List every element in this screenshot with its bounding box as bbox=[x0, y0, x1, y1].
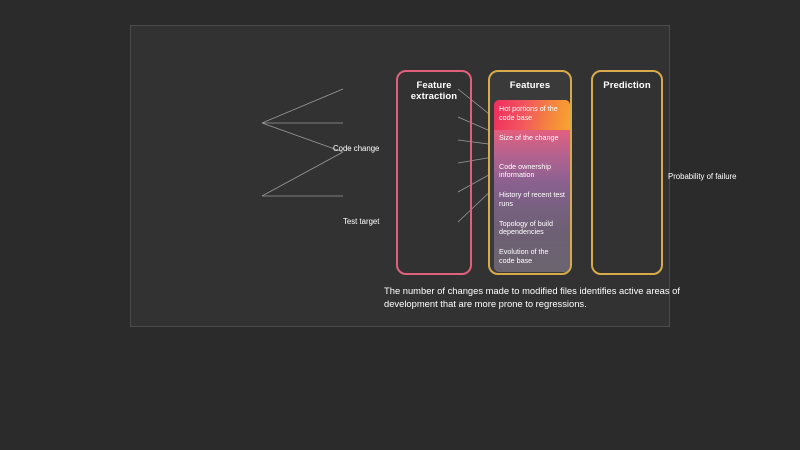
features-box bbox=[488, 70, 572, 275]
features-list bbox=[494, 100, 570, 272]
output-label-probability-of-failure: Probability of failure bbox=[668, 172, 737, 181]
feature-extraction-title: Feature extraction bbox=[410, 80, 458, 102]
feature-extraction-box bbox=[396, 70, 472, 275]
feature-item: Hot portions of the code base bbox=[494, 100, 570, 130]
feature-item: Code ownership information bbox=[499, 161, 551, 180]
feature-item: Size of the change bbox=[499, 133, 559, 142]
input-label-code-change: Code change bbox=[333, 144, 380, 153]
feature-item: Evolution of the code base bbox=[499, 247, 549, 265]
feature-item: History of recent test runs bbox=[499, 190, 565, 208]
features-title: Features bbox=[509, 80, 551, 91]
feature-item: Topology of build dependencies bbox=[499, 218, 553, 237]
slide-panel bbox=[130, 25, 737, 327]
prediction-title: Prediction bbox=[603, 80, 651, 91]
slide-caption: The number of changes made to modified files identifies active areas of development that are more prone to regressions. bbox=[384, 285, 680, 309]
input-label-test-target: Test target bbox=[343, 217, 380, 226]
prediction-box bbox=[591, 70, 663, 275]
